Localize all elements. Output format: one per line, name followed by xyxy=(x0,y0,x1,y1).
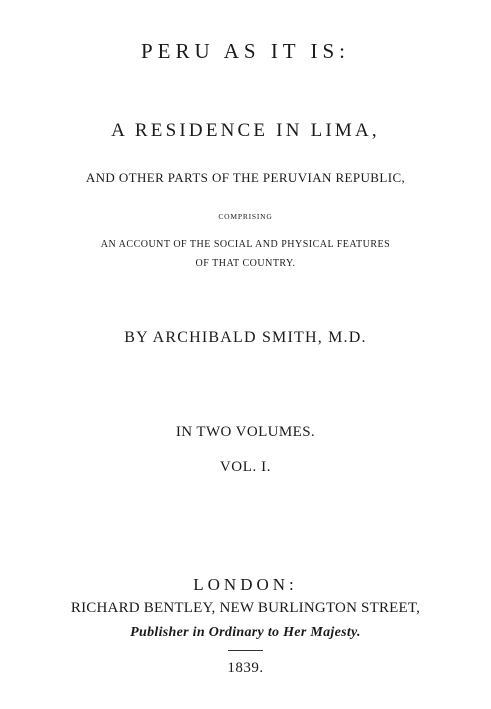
imprint-appointment: Publisher in Ordinary to Her Majesty. xyxy=(130,625,361,640)
imprint-publisher: RICHARD BENTLEY, NEW BURLINGTON STREET, xyxy=(70,600,421,616)
subtitle-continuation: AND OTHER PARTS OF THE PERUVIAN REPUBLIC, xyxy=(85,170,406,185)
volume-number: VOL. I. xyxy=(219,459,272,475)
account-line-1: AN ACCOUNT OF THE SOCIAL AND PHYSICAL FEATURES xyxy=(100,239,391,250)
imprint-year: 1839. xyxy=(227,660,264,676)
comprising-label: COMPRISING xyxy=(218,212,273,221)
imprint-city: LONDON: xyxy=(193,575,298,594)
author-line: BY ARCHIBALD SMITH, M.D. xyxy=(124,329,367,346)
account-line-2: OF THAT COUNTRY. xyxy=(195,258,296,269)
imprint-divider xyxy=(228,650,263,651)
book-title: PERU AS IT IS: xyxy=(140,39,351,63)
book-subtitle: A RESIDENCE IN LIMA, xyxy=(111,120,380,141)
volumes-line: IN TWO VOLUMES. xyxy=(175,424,316,440)
